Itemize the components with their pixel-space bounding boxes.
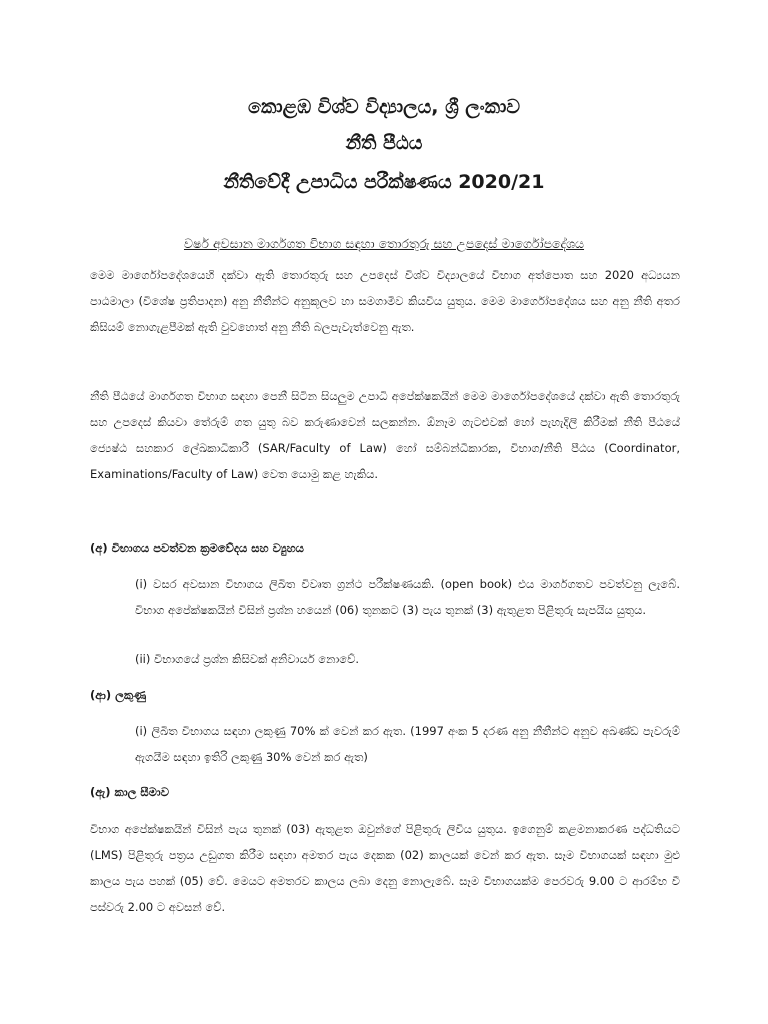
section-c-heading: (ඇ) කාල සීමාව: [90, 785, 169, 799]
exam-title: නීතිවේදී උපාධිය පරීක්ෂණය 2020/21: [223, 171, 545, 193]
intro-paragraph: මෙම මාර්ගෝපදේශයෙහි දක්වා ඇති තොරතුරු සහ උපදෙස් විශ්ව විද්‍යාලයේ විභාග අත්පොත සහ 2020 අධ්‍යයන පාඨමාලා (විශේෂ ප්‍රතිපාදන) අනු නීතීන්ට අනුකූලව හා සමගාමීව කියවිය යුතුය. මෙම මාර්ගෝපදේශය සහ අනු නීති අතර කිසියම් නොගැළපීමක් ඇති වුවහොත් අනු නීති බලපැවැත්වෙනු ඇත.: [90, 268, 680, 334]
contact-paragraph: නීති පීඨයේ මාර්ගගත විභාග සඳහා පෙනී සිටින සියලුම උපාධි අපේක්ෂකයින් මෙම මාර්ගෝපදේශයේ දක්වා ඇති තොරතුරු සහ උපදෙස් කියවා තේරුම් ගත යුතු බව කරුණාවෙන් සලකන්න. ඕනෑම ගැටළුවක් හෝ පැහැදිලි කිරීමක් නීති පීඨයේ ජ්‍යෙෂ්ඨ සහකාර ලේඛකාධිකාරී (SAR/Faculty of Law) හෝ සම්බන්ධීකාරක, විභාග/නීති පීඨය (Coordinator, Examinations/Faculty of Law) වෙත යොමු කළ හැකිය.: [90, 389, 680, 481]
faculty-title-block: [0, 133, 768, 153]
faculty-title: නීති පීඨය: [345, 132, 423, 154]
section-a-item-1: (i) වසර අවසාන විභාගය ලිඛිත විවෘත ග්‍රන්ථ පරීක්ෂණයකි. (open book) එය මාර්ගගතව පවත්වනු ලැබේ. විභාග අපේක්ෂකයින් විසින් ප්‍රශ්න හයෙන් (06) තුනකට (3) පැය තුනක් (3) ඇතුළත පිළිතුරු සැපයිය යුතුය.: [135, 577, 680, 617]
section-c-paragraph: විභාග අපේක්ෂකයින් විසින් පැය තුනක් (03) ඇතුළත ඔවුන්ගේ පිළිතුරු ලිවිය යුතුය. ඉගෙනුම් කළමනාකරණ පද්ධතියට (LMS) පිළිතුරු පත්‍රය උඩුගත කිරීම සඳහා අමතර පැය දෙකක (02) කාලයක් වෙන් කර ඇත. සෑම විභාගයක් සඳහා මුළු කාලය පැය පහක් (05) වේ. මෙයට අමතරව කාලය ලබා දෙනු නොලැබේ. සෑම විභාගයක්ම පෙරවරු 9.00 ට ආරම්භ වී පස්වරු 2.00 ට අවසන් වේ.: [90, 822, 680, 914]
section-a-item-2: (ii) විභාගයේ ප්‍රශ්න කිසිවක් අනිවාර්ය නොවේ.: [135, 652, 360, 666]
guideline-subtitle: වර්ෂ අවසාන මාර්ගගත විභාග සඳහා තොරතුරු සහ උපදෙස් මාර්ගෝපදේශය: [183, 236, 585, 251]
section-b-item-1: (i) ලිඛිත විභාගය සඳහා ලකුණු 70% ක් වෙන් කර ඇත. (1997 අංක 5 දරණ අනු නීතීන්ට අනුව අඛණ්ඩ පැවරුම් ඇගයීම සඳහා ඉතිරි ලකුණු 30% වෙන් කර ඇත): [135, 724, 680, 764]
university-title: කොළඹ විශ්ව විද්‍යාලය, ශ්‍රී ලංකාව: [248, 96, 520, 118]
section-a-heading: (අ) විභාගය පවත්වන ක්‍රමවේදය සහ ව්‍යුහය: [90, 541, 304, 555]
university-title-block: [0, 97, 768, 117]
exam-title-block: [0, 172, 768, 192]
section-b-heading: (ආ) ලකුණු: [90, 688, 147, 702]
